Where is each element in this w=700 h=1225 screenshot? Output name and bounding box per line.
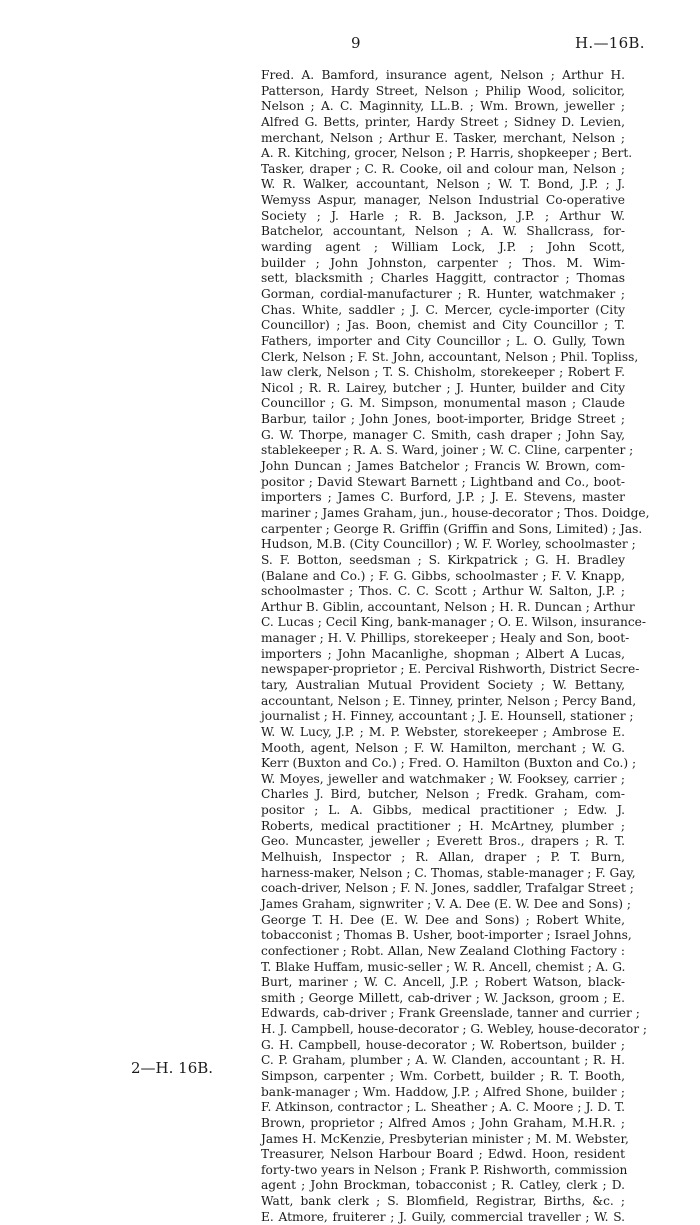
text-line: tary, Australian Mutual Provident Society ; W. Bettany, (261, 677, 625, 692)
text-line: Councillor ; G. M. Simpson, monumental mason ; Claude (261, 396, 625, 411)
text-line: (Balane and Co.) ; F. G. Gibbs, schoolmaster ; F. V. Knapp, (261, 568, 625, 583)
text-line: Arthur B. Giblin, accountant, Nelson ; H. R. Duncan ; Arthur (261, 599, 635, 614)
text-line: accountant, Nelson ; E. Tinney, printer, Nelson ; Percy Band, (261, 693, 637, 708)
text-line: mariner ; James Graham, jun., house-decorator ; Thos. Doidge, (261, 505, 650, 520)
text-line: positor ; L. A. Gibbs, medical practitioner ; Edw. J. (261, 803, 625, 818)
text-line: bank-manager ; Wm. Haddow, J.P. ; Alfred Shone, builder ; (261, 1084, 625, 1099)
text-line: carpenter ; George R. Griffin (Griffin and Sons, Limited) ; Jas. (261, 521, 643, 536)
text-line: importers ; James C. Burford, J.P. ; J. E. Stevens, master (261, 490, 625, 505)
text-line: W. W. Lucy, J.P. ; M. P. Webster, storekeeper ; Ambrose E. (261, 724, 625, 739)
text-line: James H. McKenzie, Presbyterian minister ; M. M. Webster, (261, 1131, 629, 1146)
text-line: Nelson ; A. C. Maginnity, LL.B. ; Wm. Brown, jeweller ; (261, 99, 625, 114)
text-line: Geo. Muncaster, jeweller ; Everett Bros., drapers ; R. T. (261, 834, 625, 849)
text-line: Watt, bank clerk ; S. Blomfield, Registrar, Births, &c. ; (261, 1194, 625, 1209)
text-line: E. Atmore, fruiterer ; J. Guily, commercial traveller ; W. S. (261, 1209, 625, 1224)
text-line: warding agent ; William Lock, J.P. ; John Scott, (261, 240, 625, 255)
text-line: T. Blake Huffam, music-seller ; W. R. Ancell, chemist ; A. G. (261, 959, 626, 974)
text-line: C. Lucas ; Cecil King, bank-manager ; O. E. Wilson, insurance- (261, 615, 646, 630)
text-line: A. R. Kitching, grocer, Nelson ; P. Harris, shopkeeper ; Bert. (261, 146, 633, 161)
text-line: builder ; John Johnston, carpenter ; Thos. M. Wim- (261, 255, 625, 270)
text-line: Wemyss Aspur, manager, Nelson Industrial Co-operative (261, 193, 625, 208)
text-line: G. H. Campbell, house-decorator ; W. Robertson, builder ; (261, 1037, 625, 1052)
text-line: S. F. Botton, seedsman ; S. Kirkpatrick ; G. H. Bradley (261, 552, 625, 567)
sheet-signature: 2—H. 16B. (131, 1059, 214, 1077)
text-line: F. Atkinson, contractor ; L. Sheather ; A. C. Moore ; J. D. T. (261, 1100, 625, 1115)
text-line: W. R. Walker, accountant, Nelson ; W. T. Bond, J.P. ; J. (261, 177, 625, 192)
text-line: Patterson, Hardy Street, Nelson ; Philip Wood, solicitor, (261, 83, 625, 98)
text-line: positor ; David Stewart Barnett ; Lightband and Co., boot- (261, 474, 625, 489)
text-line: Simpson, carpenter ; Wm. Corbett, builder ; R. T. Booth, (261, 1069, 625, 1083)
text-line: tobacconist ; Thomas B. Usher, boot-importer ; Israel Johns, (261, 928, 632, 943)
text-line: harness-maker, Nelson ; C. Thomas, stable-manager ; F. Gay, (261, 865, 636, 880)
text-line: smith ; George Millett, cab-driver ; W. Jackson, groom ; E. (261, 990, 625, 1005)
text-line: Melhuish, Inspector ; R. Allan, draper ; P. T. Burn, (261, 850, 625, 865)
text-line: Hudson, M.B. (City Councillor) ; W. F. Worley, schoolmaster ; (261, 537, 636, 552)
text-line: Charles J. Bird, butcher, Nelson ; Fredk. Graham, com- (261, 787, 625, 802)
text-line: Brown, proprietor ; Alfred Amos ; John Graham, M.H.R. ; (261, 1115, 625, 1130)
text-line: Nicol ; R. R. Lairey, butcher ; J. Hunter, builder and City (261, 380, 625, 395)
text-line: Fathers, importer and City Councillor ; L. O. Gully, Town (261, 333, 625, 348)
text-line: C. P. Graham, plumber ; A. W. Clanden, accountant ; R. H. (261, 1053, 625, 1068)
text-line: Tasker, draper ; C. R. Cooke, oil and colour man, Nelson ; (261, 161, 625, 176)
text-line: Burt, mariner ; W. C. Ancell, J.P. ; Robert Watson, black- (261, 975, 625, 990)
text-line: Society ; J. Harle ; R. B. Jackson, J.P. ; Arthur W. (261, 208, 625, 223)
text-line: confectioner ; Robt. Allan, New Zealand Clothing Factory : (261, 943, 625, 958)
text-line: Gorman, cordial-manufacturer ; R. Hunter, watchmaker ; (261, 286, 625, 301)
text-line: merchant, Nelson ; Arthur E. Tasker, merchant, Nelson ; (261, 130, 625, 145)
text-line: newspaper-proprietor ; E. Percival Rishworth, District Secre- (261, 662, 640, 677)
text-line: Roberts, medical practitioner ; H. McArtney, plumber ; (261, 818, 625, 833)
text-line: law clerk, Nelson ; T. S. Chisholm, storekeeper ; Robert F. (261, 365, 625, 380)
text-line: Barbur, tailor ; John Jones, boot-importer, Bridge Street ; (261, 412, 625, 427)
text-line: W. Moyes, jeweller and watchmaker ; W. Fooksey, carrier ; (261, 771, 625, 786)
text-line: John Duncan ; James Batchelor ; Francis W. Brown, com- (261, 459, 625, 474)
text-line: H. J. Campbell, house-decorator ; G. Webley, house-decorator ; (261, 1022, 648, 1037)
petition-signatories-text (261, 68, 650, 1225)
text-line: Batchelor, accountant, Nelson ; A. W. Shallcrass, for- (261, 224, 625, 239)
text-line: Edwards, cab-driver ; Frank Greenslade, tanner and currier ; (261, 1006, 640, 1021)
text-line: Alfred G. Betts, printer, Hardy Street ; Sidney D. Levien, (261, 114, 625, 129)
text-line: G. W. Thorpe, manager C. Smith, cash draper ; John Say, (261, 427, 625, 442)
text-line: James Graham, signwriter ; V. A. Dee (E. W. Dee and Sons) ; (261, 896, 632, 911)
text-line: stablekeeper ; R. A. S. Ward, joiner ; W. C. Cline, carpenter ; (261, 443, 634, 458)
text-line: George T. H. Dee (E. W. Dee and Sons) ; Robert White, (261, 912, 625, 927)
text-line: forty-two years in Nelson ; Frank P. Rishworth, commission (261, 1162, 628, 1177)
text-line: Kerr (Buxton and Co.) ; Fred. O. Hamilton (Buxton and Co.) ; (261, 756, 637, 771)
text-line: agent ; John Brockman, tobacconist ; R. Catley, clerk ; D. (261, 1178, 625, 1193)
text-line: manager ; H. V. Phillips, storekeeper ; Healy and Son, boot- (261, 631, 630, 646)
text-line: importers ; John Macanlighe, shopman ; Albert A Lucas, (261, 646, 625, 661)
document-code: H.—16B. (575, 34, 645, 52)
text-line: Councillor) ; Jas. Boon, chemist and City Councillor ; T. (261, 318, 625, 333)
text-line: coach-driver, Nelson ; F. N. Jones, saddler, Trafalgar Street ; (261, 881, 634, 896)
text-line: schoolmaster ; Thos. C. C. Scott ; Arthur W. Salton, J.P. ; (261, 584, 625, 599)
text-line: sett, blacksmith ; Charles Haggitt, contractor ; Thomas (261, 271, 625, 286)
text-line: Mooth, agent, Nelson ; F. W. Hamilton, merchant ; W. G. (261, 740, 625, 755)
text-line: Chas. White, saddler ; J. C. Mercer, cycle-importer (City (261, 302, 625, 317)
text-line: Fred. A. Bamford, insurance agent, Nelson ; Arthur H. (261, 68, 625, 82)
page-number: 9 (351, 34, 361, 52)
text-line: Treasurer, Nelson Harbour Board ; Edwd. Hoon, resident (261, 1147, 625, 1162)
text-line: Clerk, Nelson ; F. St. John, accountant, Nelson ; Phil. Topliss, (261, 349, 639, 364)
text-line: journalist ; H. Finney, accountant ; J. E. Hounsell, stationer ; (261, 709, 634, 724)
